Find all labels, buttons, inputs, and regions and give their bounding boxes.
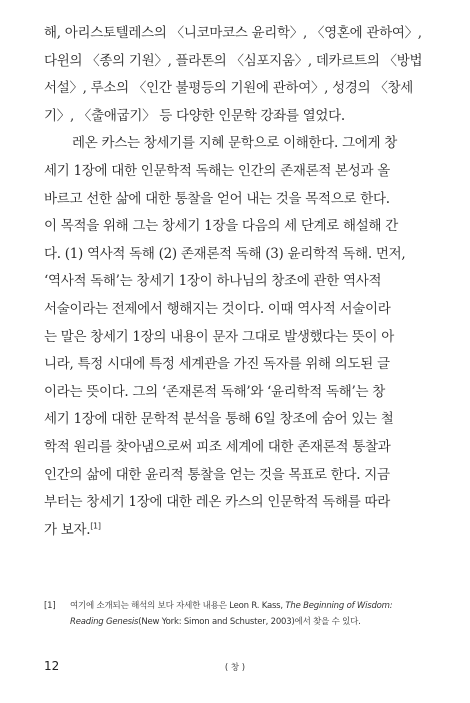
text-line: 니라, 특정 시대에 특정 세계관을 가진 독자를 위해 의도된 글 xyxy=(44,356,390,373)
text-line: 해, 아리스토텔레스의 〈니코마코스 윤리학〉, 〈영혼에 관하여〉, xyxy=(44,25,422,41)
text-line: 학적 원리를 찾아냄으로써 피조 세계에 대한 존재론적 통찰과 xyxy=(44,438,391,455)
book-title: Reading Genesis xyxy=(70,617,139,627)
text-line: 이 목적을 위해 그는 창세기 1장을 다음의 세 단계로 해설해 간 xyxy=(44,218,398,235)
text-line: 바르고 선한 삶에 대한 통찰을 얻어 내는 것을 목적으로 한다. xyxy=(44,190,390,207)
text-line: 서설〉, 루소의 〈인간 불평등의 기원에 관하여〉, 성경의 〈창세 xyxy=(44,80,414,97)
last-line-text: 가 보자. xyxy=(44,521,91,538)
paragraph-2 xyxy=(44,130,430,544)
footnote-line-2 xyxy=(70,614,444,630)
text-line: 레온 카스는 창세기를 지혜 문학으로 이해한다. 그에게 창 xyxy=(72,135,397,152)
text-line: 는 말은 창세기 1장의 내용이 문자 그대로 발생했다는 뜻이 아 xyxy=(44,328,394,345)
footnote-line-1 xyxy=(70,598,444,614)
text-line: 서술이라는 전제에서 행해지는 것이다. 이때 역사적 서술이라 xyxy=(44,300,391,317)
text-line: 부터는 창세기 1장에 대한 레온 카스의 인문학적 독해를 따라 xyxy=(44,494,391,511)
footnote-marker: [1] xyxy=(44,601,56,611)
text-line: 세기 1장에 대한 인문학적 독해는 인간의 존재론적 본성과 올 xyxy=(44,162,391,179)
footnote xyxy=(44,598,444,630)
paragraph-1 xyxy=(44,20,430,130)
footnote-reference[interactable]: [1] xyxy=(90,521,101,531)
footnote-body xyxy=(70,598,444,630)
footnote-text: 여기에 소개되는 해석의 보다 자세한 내용은 Leon R. Kass, xyxy=(70,601,286,611)
text-line: 이라는 뜻이다. 그의 ‘존재론적 독해’와 ‘윤리학적 독해’는 창 xyxy=(44,383,385,400)
body-text xyxy=(44,20,430,544)
text-line: ‘역사적 독해’는 창세기 1장이 하나님의 창조에 관한 역사적 xyxy=(44,273,382,290)
text-line: 다. (1) 역사적 독해 (2) 존재론적 독해 (3) 윤리학적 독해. 먼저, xyxy=(44,245,406,262)
text-line: 인간의 삶에 대한 윤리적 통찰을 얻는 것을 목표로 한다. 지금 xyxy=(44,466,390,483)
text-line: 다윈의 〈종의 기원〉, 플라톤의 〈심포지움〉, 데카르트의 〈방법 xyxy=(44,52,423,69)
text-line: 세기 1장에 대한 문학적 분석을 통해 6일 창조에 숨어 있는 철 xyxy=(44,411,394,428)
page-number: 12 xyxy=(44,659,60,673)
footnote-text: (New York: Simon and Schuster, 2003)에서 찾을 수 있다. xyxy=(138,617,361,627)
book-title: The Beginning of Wisdom: xyxy=(285,601,393,611)
text-line: 기〉, 〈출애굽기〉 등 다양한 인문학 강좌를 열었다. xyxy=(44,107,345,124)
text-line-last xyxy=(44,517,430,545)
running-head: ( 창 ) xyxy=(224,663,246,673)
